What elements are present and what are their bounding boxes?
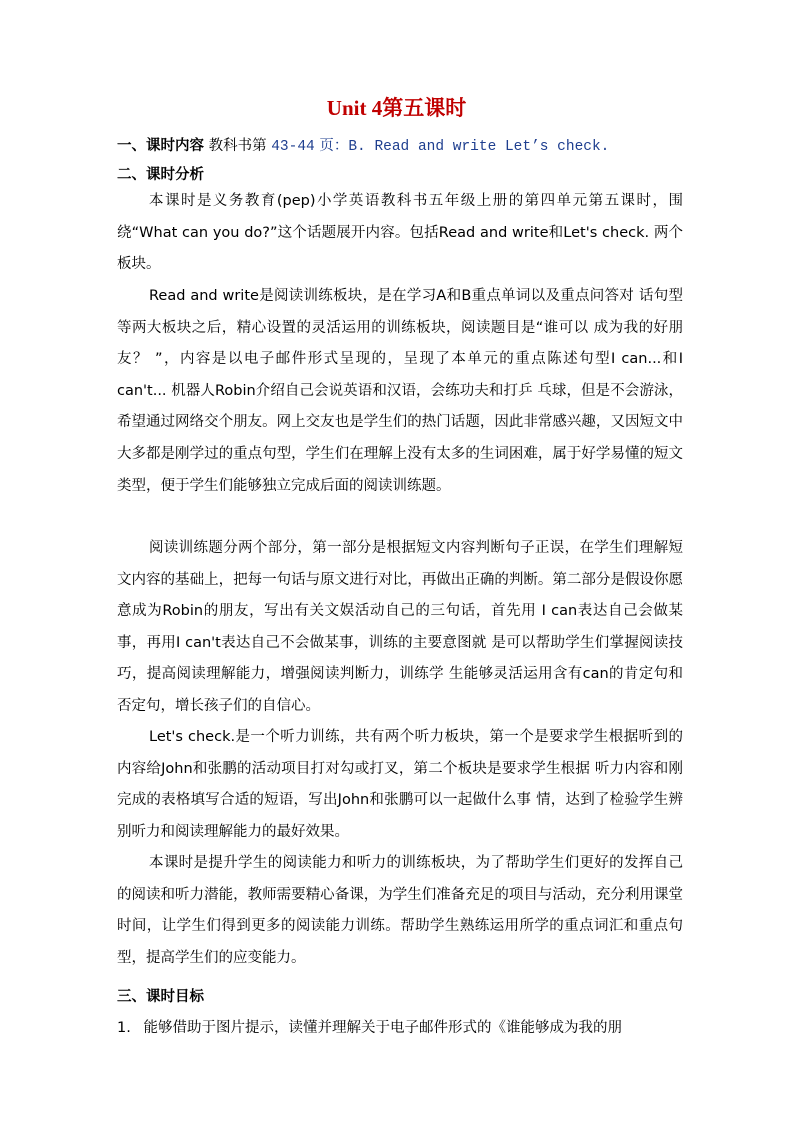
section1-prefix: 教科书第	[208, 138, 267, 154]
objective-item-1-number: 1.	[117, 1020, 131, 1036]
page-title: Unit 4第五课时	[326, 96, 467, 120]
section3-heading: 三、课时目标	[117, 989, 204, 1005]
analysis-paragraph-4: Let's check.是一个听力训练，共有两个听力板块，第一个是要求学生根据听到的内容给John和张鹏的活动项目打对勾或打叉，第二个板块是要求学生根据 听力内容和刚完成的表格填写合适的短语，写出John和张鹏可以一起做什么事 情，达到了检验学生辨别听力和阅读理解能力的最好效果。	[117, 729, 683, 840]
analysis-paragraph-1: 本课时是义务教育(pep)小学英语教科书五年级上册的第四单元第五课时，围绕“What can you do?”这个话题展开内容。包括Read and write和Let's check. 两个板块。	[117, 193, 683, 273]
objective-item-1-text: 能够借助于图片提示，读懂并理解关于电子邮件形式的《谁能够成为我的朋	[143, 1020, 622, 1036]
analysis-paragraph-3: 阅读训练题分两个部分，第一部分是根据短文内容判断句子正误，在学生们理解短文内容的基础上，把每一句话与原文进行对比，再做出正确的判断。第二部分是假设你愿意成为Robin的朋友，写出有关文娱活动自己的三句话，首先用 I can表达自己会做某事，再用I can't表达自己不会做某事，训练的主要意图就 是可以帮助学生们掌握阅读技巧，提高阅读理解能力，增强阅读判断力，训练学 生能够灵活运用含有can的肯定句和否定句，增长孩子们的自信心。	[117, 540, 683, 714]
analysis-paragraph-2: Read and write是阅读训练板块，是在学习A和B重点单词以及重点问答对 话句型等两大板块之后，精心设置的灵活运用的训练板块，阅读题目是“谁可以 成为我的好朋友？ ”，内容是以电子邮件形式呈现的，呈现了本单元的重点陈述句型I can...和I can't... 机器人Robin介绍自己会说英语和汉语，会练功夫和打乒 乓球，但是不会游泳，希望通过网络交个朋友。网上交友也是学生们的热门话题，因此非常感兴趣，又因短文中大多都是刚学过的重点句型，学生们在理解上没有太多的生词困难，属于好学易懂的短文类型，便于学生们能够独立完成后面的阅读训练题。	[117, 288, 683, 494]
section-course-content	[117, 134, 609, 155]
section1-heading: 一、课时内容	[117, 138, 204, 154]
section1-suffix: 页：B. Read and write Let’s check.	[319, 139, 610, 155]
section1-pages: 43-44	[271, 139, 315, 155]
objective-item-1	[117, 1016, 683, 1037]
section2-heading: 二、课时分析	[117, 167, 204, 183]
analysis-paragraph-5: 本课时是提升学生的阅读能力和听力的训练板块，为了帮助学生们更好的发挥自己的阅读和听力潜能，教师需要精心备课，为学生们准备充足的项目与活动，充分利用课堂时间，让学生们得到更多的阅读能力训练。帮助学生熟练运用所学的重点词汇和重点句型，提高学生们的应变能力。	[117, 855, 683, 966]
